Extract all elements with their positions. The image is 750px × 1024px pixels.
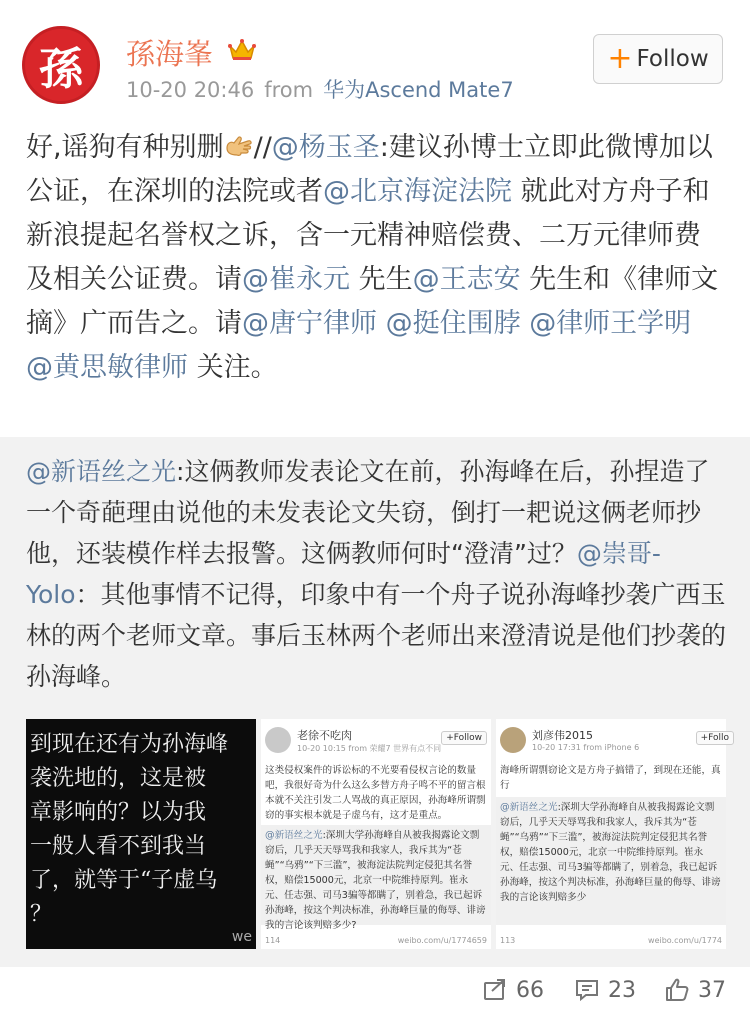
post-header [0,0,750,120]
post-text-segment: // [253,132,272,163]
username[interactable]: 孫海峯 [126,37,214,71]
like-count: 37 [698,977,726,1003]
image-watermark: we [231,929,252,945]
post-text-segment: 先生 [350,264,413,295]
mini-repost-text: :深圳大学孙海峰自从被我揭露论文剽窃后，几乎天天辱骂我和我家人，我斥其为“苍蝇”“乌鸦”“下三滥”，被海淀法院判定侵犯其名誉权，赔偿15000元，北京一中院维持原判。崔永元、任志强、司马3骗等都瞒了，别着急，我已起诉孙海峰，按这个判决标准，孙海峰巨量的侮辱、诽谤我的言论该判赔多少 [500,802,721,903]
image-thumbnail-3[interactable] [496,719,729,949]
mini-count: 113 [500,936,516,945]
mention-link[interactable]: @北京海淀法院 [323,176,512,207]
post-text-segment: 关注。 [188,352,278,383]
mini-mention: @新语丝之光 [500,802,558,813]
mini-mention: @新语丝之光 [265,830,323,841]
repost-count: 66 [516,977,544,1003]
image-text-line: 到现在还有为孙海峰 [30,732,229,757]
post-text-segment: 好,谣狗有种别删 [26,132,224,163]
mini-repost [496,797,726,925]
follow-label: Follow [636,46,709,72]
mention-link[interactable]: @崇哥-Yolo [26,539,661,609]
mini-username: 刘彦伟2015 [532,729,593,742]
mini-avatar [500,727,526,753]
avatar-char: 孫 [39,44,83,95]
mention-link[interactable]: @新语丝之光 [26,457,177,486]
like-icon [664,977,690,1003]
post-text [26,126,726,390]
mention-link[interactable]: @挺住围脖 [385,308,521,339]
mini-follow-button: +Follow [441,731,487,745]
avatar[interactable] [22,26,100,104]
repost-text-segment: ：其他事情不记得，印象中有一个舟子说孙海峰抄袭广西玉林的两个老师文章。事后玉林两个老师出来澄清说是他们抄袭的孙海峰。 [26,580,727,691]
mini-repost-text: :深圳大学孙海峰自从被我揭露论文剽窃后，几乎天天辱骂我和我家人，我斥其为“苍蝇”“乌鸦”“下三滥”，被海淀法院判定侵犯其名誉权，赔偿15000元，北京一中院维持原判。崔永元、任志强、司马3骗等都瞒了，别着急，我已起诉孙海峰，按这个判决标准，孙海峰巨量的侮辱、诽谤我的言论该判赔多少? [265,830,486,931]
post-text-segment: 先生和《律师文摘》广而告之。请 [26,264,719,339]
mini-bottom [265,936,487,945]
mention-link[interactable]: @杨玉圣 [271,132,380,163]
image-text-line: 章影响的？以为我 [30,800,207,825]
repost-button[interactable] [482,977,544,1003]
mention-link[interactable]: @黄思敏律师 [26,352,188,383]
plus-icon: + [607,41,633,76]
post-meta [126,74,514,104]
post-text-segment [521,308,530,339]
like-button[interactable] [664,977,726,1003]
crown-icon [228,38,256,62]
mini-count: 114 [265,936,281,945]
action-bar [0,967,750,1024]
device-link[interactable]: 华为Ascend Mate7 [323,78,514,102]
comment-count: 23 [608,977,636,1003]
image-thumbnail-1[interactable] [26,719,256,949]
post-text-segment: :建议孙博士立即此微博加以公证，在深圳的法院或者 [26,132,713,207]
post-text-segment [377,308,386,339]
image-text-line: 了，就等于“子虚乌 [30,868,218,893]
mini-meta: 10-20 10:15 from 荣耀7 世界有点不同 [297,744,442,753]
mini-watermark: weibo.com/u/1774659 [397,936,487,945]
mini-repost [261,825,491,931]
comment-icon [574,977,600,1003]
mini-avatar [265,727,291,753]
repost-block[interactable] [0,437,750,967]
comment-button[interactable] [574,977,636,1003]
mini-post-text: 这类侵权案件的诉讼标的不光要看侵权言论的数量吧，我很好奇为什么这么多替方舟子鸣不平的留言根本就不关注引发二人骂战的真正原因，孙海峰所谓剽窃的事实根本就是子虚乌有，这才是重点。 [265,765,486,821]
image-thumbnail-2[interactable] [261,719,491,949]
repost-text [26,451,726,697]
mention-link[interactable]: @王志安 [412,264,521,295]
mention-link[interactable]: @崔永元 [242,264,350,295]
mini-username: 老徐不吃肉 [297,729,352,742]
image-text-line: 袭洗地的，这是被 [30,766,207,791]
image-text-line: ？ [30,902,53,927]
mini-bottom [500,936,722,945]
mention-link[interactable]: @唐宁律师 [242,308,377,339]
mini-watermark: weibo.com/u/1774 [648,936,722,945]
mini-follow-button: +Follo [696,731,734,745]
hand-emoji-icon [224,134,254,158]
repost-icon [482,977,508,1003]
follow-button[interactable] [593,34,723,84]
mini-post-text: 海峰所谓剽窃论文是方舟子搞错了，到现在还能，真行 [500,765,721,791]
post-text-segment: 就此对方舟子和新浪提起名誉权之诉，含一元精神赔偿费、二万元律师费及相关公证费。请 [26,176,710,295]
repost-text-segment: :这俩教师发表论文在前，孙海峰在后，孙捏造了一个奇葩理由说他的未发表论文失窃，倒打一耙说这俩老师抄他，还装模作样去报警。这俩教师何时“澄清”过？ [26,457,710,568]
post-time: 10-20 20:46 [126,78,255,102]
mini-meta: 10-20 17:31 from iPhone 6 [532,743,640,752]
mention-link[interactable]: @律师王学明 [529,308,692,339]
from-label: from [264,78,314,102]
image-grid [26,719,729,949]
image-text-line: 一般人看不到我当 [30,834,207,859]
